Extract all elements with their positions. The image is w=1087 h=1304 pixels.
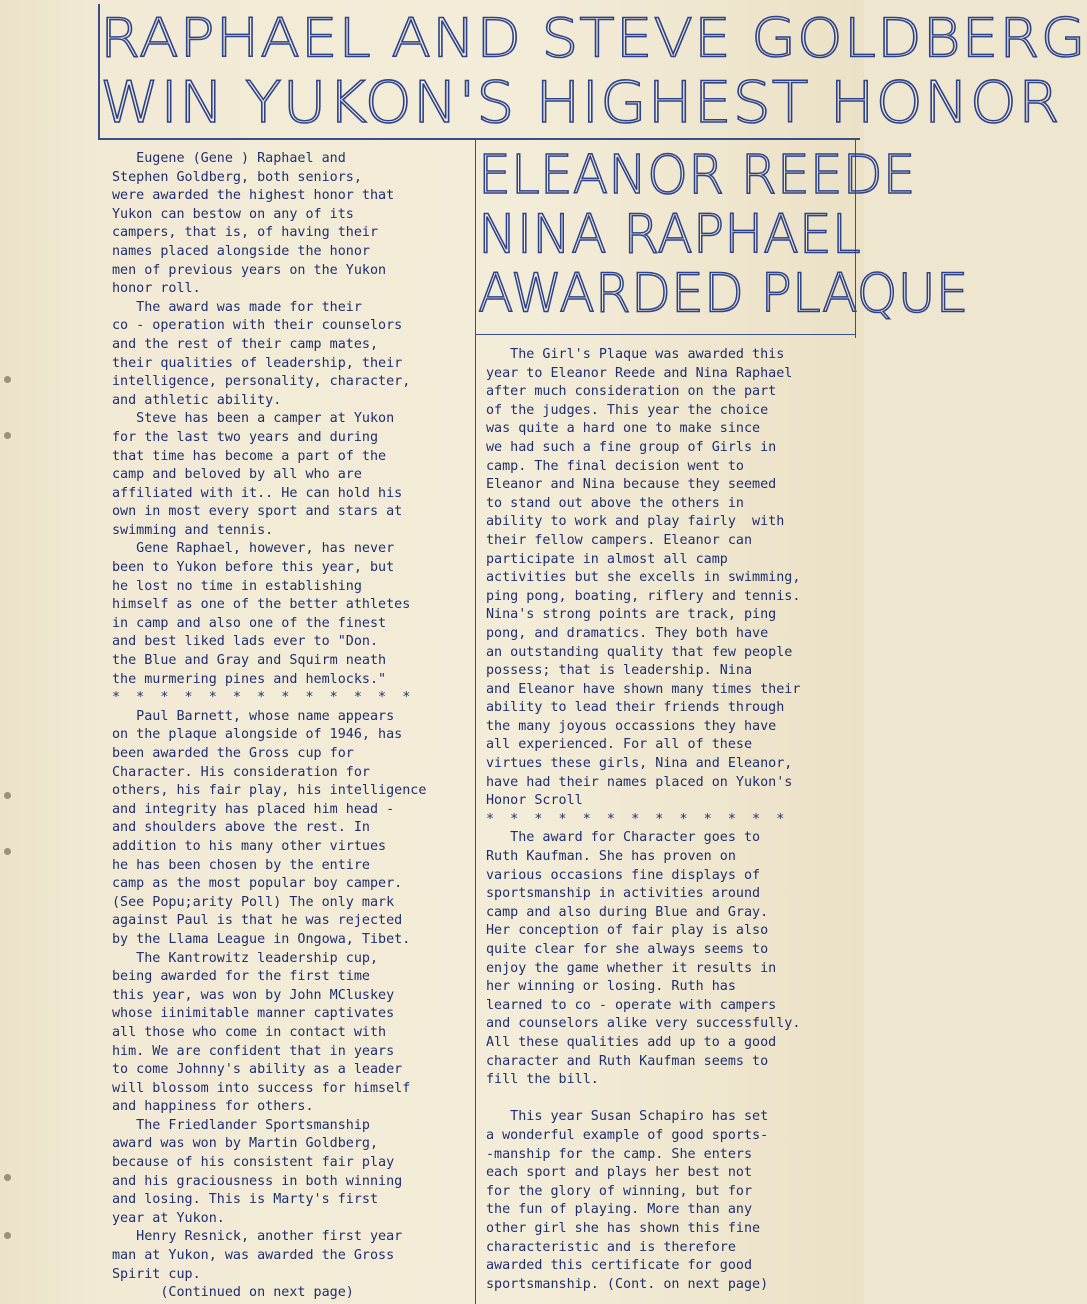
article-text-line: the murmering pines and hemlocks." [112, 671, 387, 687]
subheadline-line-1: ELEANOR REEDE [478, 145, 916, 207]
article-text-line: campers, that is, of having their [112, 225, 379, 241]
article-text-line: for the glory of winning, but for [486, 1183, 753, 1199]
article-text-line: pong, and dramatics. They both have [486, 625, 769, 641]
article-text-line: camp as the most popular boy camper. [112, 876, 403, 892]
article-text-line: The award was made for their [112, 299, 362, 315]
article-text-line: ping pong, boating, riflery and tennis. [486, 588, 801, 604]
article-text-line: Stephen Goldberg, both seniors, [112, 169, 362, 185]
article-text-line: camp and also during Blue and Gray. [486, 904, 769, 920]
headline-line-1: RAPHAEL AND STEVE GOLDBERG [100, 6, 1087, 70]
article-text-line: were awarded the highest honor that [112, 188, 395, 204]
article-text-line: men of previous years on the Yukon [112, 262, 387, 278]
article-text-line: own in most every sport and stars at [112, 504, 403, 520]
article-text-line: and athletic ability. [112, 392, 282, 408]
binder-hole-mark [4, 432, 11, 439]
article-text-line: year to Eleanor Reede and Nina Raphael [486, 365, 793, 381]
article-text-line: year at Yukon. [112, 1210, 225, 1226]
article-text-line: names placed alongside the honor [112, 243, 370, 259]
binder-hole-mark [4, 792, 11, 799]
article-text-line: by the Llama League in Ongowa, Tibet. [112, 931, 411, 947]
article-text-line: been awarded the Gross cup for [112, 746, 354, 761]
article-text-line: and losing. This is Marty's first [112, 1192, 379, 1208]
article-text-line: Her conception of fair play is also [486, 923, 769, 939]
article-text-line: * * * * * * * * * * * * * [486, 811, 785, 827]
article-text-line: Paul Barnett, whose name appears [112, 708, 395, 724]
article-text-line: camp. The final decision went to [486, 458, 744, 474]
article-text-line: The award for Character goes to [486, 830, 761, 846]
article-text-line: himself as one of the better athletes [112, 597, 411, 613]
article-text-line: characteristic and is therefore [486, 1239, 736, 1255]
article-text-line: Honor Scroll [486, 793, 583, 809]
article-text-line: the Blue and Gray and Squirm neath [112, 653, 387, 669]
article-text-line: and his graciousness in both winning [112, 1173, 403, 1189]
article-text-line: others, his fair play, his intelligence [112, 783, 427, 799]
right-article-column [486, 346, 854, 1294]
article-text-line: been to Yukon before this year, but [112, 560, 395, 576]
article-text-line: whose iinimitable manner captivates [112, 1006, 395, 1022]
article-text-line: various occasions fine displays of [486, 867, 761, 883]
article-text-line: co - operation with their counselors [112, 318, 403, 334]
article-text-line: this year, was won by John MCluskey [112, 987, 395, 1003]
article-text-line: Steve has been a camper at Yukon [112, 411, 395, 427]
article-text-line: and counselors alike very successfully. [486, 1016, 801, 1032]
article-text-line: have had their names placed on Yukon's [486, 774, 793, 790]
article-text-line: will blossom into success for himself [112, 1080, 411, 1096]
article-text-line: he has been chosen by the entire [112, 857, 370, 873]
article-text-line: all those who come in contact with [112, 1024, 387, 1040]
article-text-line: Henry Resnick, another first year [112, 1229, 403, 1245]
article-text-line: and the rest of their camp mates, [112, 336, 379, 352]
article-text-line: ability to lead their friends through [486, 700, 785, 716]
article-text-line: (See Popu;arity Poll) The only mark [112, 894, 395, 910]
article-text-line: being awarded for the first time [112, 969, 370, 985]
article-text-line: * * * * * * * * * * * * * [112, 690, 411, 706]
article-text-line: that time has become a part of the [112, 448, 387, 464]
binder-hole-mark [4, 376, 11, 383]
article-text-line: -manship for the camp. She enters [486, 1146, 753, 1162]
article-text-line: to stand out above the others in [486, 495, 744, 511]
article-text-line: possess; that is leadership. Nina [486, 663, 753, 679]
article-text-line: affiliated with it.. He can hold his [112, 485, 403, 501]
binder-hole-mark [4, 848, 11, 855]
article-text-line: enjoy the game whether it results in [486, 960, 777, 976]
article-text-line: their fellow campers. Eleanor can [486, 532, 753, 548]
article-text-line: The Friedlander Sportsmanship [112, 1117, 370, 1133]
article-text-line: and shoulders above the rest. In [112, 820, 370, 836]
article-text-line: Nina's strong points are track, ping [486, 607, 777, 623]
article-text-line: All these qualities add up to a good [486, 1034, 777, 1050]
subheadline [478, 145, 969, 325]
left-article-column [112, 150, 472, 1303]
article-text-line: addition to his many other virtues [112, 838, 387, 854]
article-text-line: fill the bill. [486, 1072, 599, 1088]
article-text-line: activities but she excells in swimming, [486, 570, 801, 586]
article-text-line: ability to work and play fairly with [486, 514, 785, 530]
article-text-line: because of his consistent fair play [112, 1155, 395, 1171]
article-text-line: man at Yukon, was awarded the Gross [112, 1248, 395, 1264]
article-text-line: and best liked lads ever to "Don. [112, 634, 379, 650]
article-text-line: after much consideration on the part [486, 384, 777, 400]
article-text-line [486, 1090, 854, 1109]
article-text-line: and Eleanor have shown many times their [486, 681, 801, 697]
article-text-line: This year Susan Schapiro has set [486, 1109, 769, 1125]
binder-hole-mark [4, 1174, 11, 1181]
article-text-line: we had such a fine group of Girls in [486, 439, 777, 455]
article-text-line: quite clear for she always seems to [486, 942, 769, 957]
article-text-line: the many joyous occassions they have [486, 718, 777, 734]
article-text-line: in camp and also one of the finest [112, 615, 387, 631]
article-text-line: Spirit cup. [112, 1266, 201, 1282]
article-text-line: honor roll. [112, 281, 201, 297]
article-text-line: on the plaque alongside of 1946, has [112, 727, 403, 743]
article-text-line: swimming and tennis. [112, 522, 274, 538]
article-text-line: the fun of playing. More than any [486, 1202, 753, 1218]
article-text-line: their qualities of leadership, their [112, 355, 403, 371]
article-text-line: was quite a hard one to make since [486, 421, 761, 437]
article-text-line: camp and beloved by all who are [112, 467, 362, 483]
subheadline-line-2: NINA RAPHAEL [478, 204, 861, 266]
article-text-line: virtues these girls, Nina and Eleanor, [486, 756, 793, 772]
article-text-line: learned to co - operate with campers [486, 997, 777, 1013]
article-text-line: a wonderful example of good sports- [486, 1127, 769, 1143]
column-divider [475, 138, 476, 1304]
article-text-line: he lost no time in establishing [112, 578, 362, 594]
article-text-line: sportsmanship. (Cont. on next page) [486, 1276, 769, 1292]
article-text-line: and happiness for others. [112, 1099, 314, 1115]
article-text-line: all experienced. For all of these [486, 737, 753, 753]
article-text-line: each sport and plays her best not [486, 1165, 753, 1181]
article-text-line: for the last two years and during [112, 429, 379, 445]
article-text-line: Ruth Kaufman. She has proven on [486, 849, 736, 865]
article-text-line: and integrity has placed him head - [112, 801, 395, 817]
article-text-line: participate in almost all camp [486, 551, 728, 567]
article-text-line: Eleanor and Nina because they seemed [486, 477, 777, 493]
article-text-line: her winning or losing. Ruth has [486, 979, 736, 995]
article-text-line: Character. His consideration for [112, 764, 370, 780]
article-text-line: award was won by Martin Goldberg, [112, 1136, 379, 1152]
article-text-line: awarded this certificate for good [486, 1258, 753, 1274]
article-text-line: intelligence, personality, character, [112, 374, 411, 390]
article-text-line: (Continued on next page) [112, 1285, 354, 1301]
article-text-line: The Kantrowitz leadership cup, [112, 950, 379, 966]
article-text-line: Yukon can bestow on any of its [112, 206, 354, 222]
article-text-line: The Girl's Plaque was awarded this [486, 347, 785, 362]
article-text-line: Gene Raphael, however, has never [112, 541, 395, 557]
article-text-line: against Paul is that he was rejected [112, 913, 403, 929]
article-text-line: other girl she has shown this fine [486, 1220, 761, 1236]
article-text-line: of the judges. This year the choice [486, 402, 769, 418]
subhead-box-bottom-border [476, 334, 856, 335]
article-text-line: sportsmanship in activities around [486, 886, 761, 902]
headline-line-2: WIN YUKON'S HIGHEST HONOR [100, 69, 1061, 137]
subheadline-line-3: AWARDED PLAQUE [478, 263, 969, 325]
binder-hole-mark [4, 1232, 11, 1239]
article-text-line: him. We are confident that in years [112, 1043, 395, 1059]
headline-box [98, 4, 1087, 140]
article-text-line: to come Johnny's ability as a leader [112, 1062, 403, 1078]
article-text-line: character and Ruth Kaufman seems to [486, 1053, 769, 1069]
article-text-line: Eugene (Gene ) Raphael and [112, 151, 346, 166]
article-text-line: an outstanding quality that few people [486, 644, 793, 660]
